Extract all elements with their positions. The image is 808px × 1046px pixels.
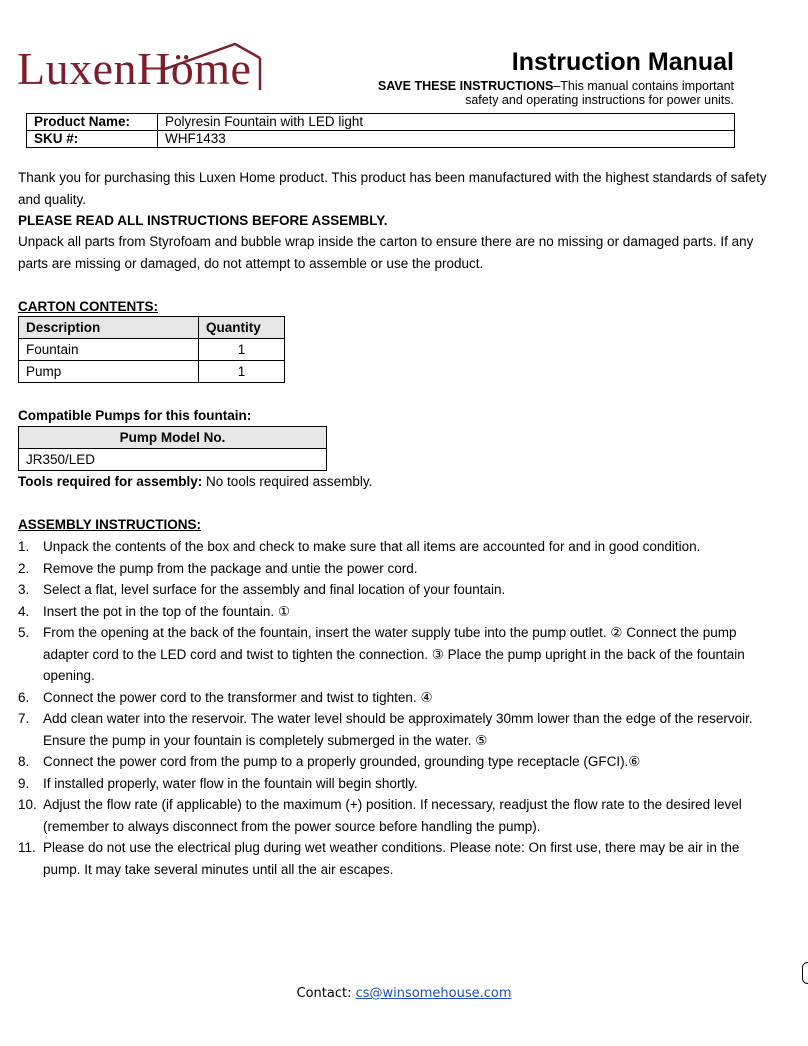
cell-qty: 1 [199, 361, 285, 383]
save-instructions-note: SAVE THESE INSTRUCTIONS–This manual contains important [377, 79, 734, 93]
list-item: 5. From the opening at the back of the fountain, insert the water supply tube into the pump outlet. ② Connect the pump adapter cord to the LED cord and twist to tighten the connection. ③ Place the pump upright in the back of the fountain opening. [18, 625, 745, 683]
list-item: 10. Adjust the flow rate (if applicable) to the maximum (+) position. If necessary, readjust the flow rate to the desired level (remember to always disconnect from the power source before handling the pump). [18, 797, 742, 834]
page-title: Instruction Manual [511, 48, 734, 76]
pumps-heading: Compatible Pumps for this fountain: [18, 408, 252, 423]
list-item: 7. Add clean water into the reservoir. The water level should be approximately 30mm lower than the edge of the reservoir. Ensure the pump in your fountain is completely submerged in the water. ⑤ [18, 711, 753, 748]
tools-required: Tools required for assembly: No tools required assembly. [18, 474, 373, 489]
table-row [19, 449, 327, 471]
product-name-label: Product Name: [27, 114, 158, 131]
save-instructions-note-line2: safety and operating instructions for power units. [465, 93, 734, 107]
table-row [19, 361, 285, 383]
assembly-heading: ASSEMBLY INSTRUCTIONS: [18, 517, 202, 532]
table-header-row [19, 317, 285, 339]
house-roof-icon [160, 40, 265, 92]
cell-qty: 1 [199, 339, 285, 361]
col-pump-model: Pump Model No. [19, 427, 327, 449]
list-item: 8. Connect the power cord from the pump to a properly grounded, grounding type receptacle (GFCI).⑥ [18, 754, 641, 769]
carton-contents-table [18, 316, 285, 383]
sku-label: SKU #: [27, 131, 158, 148]
list-item: 9. If installed properly, water flow in the fountain will begin shortly. [18, 775, 418, 791]
assembly-steps-list [18, 536, 763, 880]
col-description: Description [19, 317, 199, 339]
cell-desc: Pump [19, 361, 199, 383]
carton-heading: CARTON CONTENTS: [18, 299, 158, 314]
list-item: 6. Connect the power cord to the transformer and twist to tighten. ④ [18, 689, 433, 705]
brand-logo: LuxenHöme [17, 43, 252, 94]
list-item: 2. Remove the pump from the package and untie the power cord. [18, 560, 418, 576]
sku-value: WHF1433 [158, 131, 735, 148]
col-quantity: Quantity [199, 317, 285, 339]
table-row [27, 114, 735, 131]
contact-email-link[interactable]: cs@winsomehouse.com [355, 986, 512, 1001]
list-item: 1. Unpack the contents of the box and check to make sure that all items are accounted for and in good condition. [18, 539, 701, 554]
intro-unpack: Unpack all parts from Styrofoam and bubble wrap inside the carton to ensure there are no missing or damaged parts. If any parts are missing or damaged, do not attempt to assemble or use the product. [18, 234, 754, 271]
page-edge-mark [802, 962, 808, 984]
list-item: 11. Please do not use the electrical plug during wet weather conditions. Please note: On first use, there may be air in the pump. It may take several minutes until all the air escapes. [18, 840, 740, 877]
contact-footer [0, 986, 808, 1001]
intro-thanks: Thank you for purchasing this Luxen Home product. This product has been manufactured with the highest standards of safety and quality. [18, 170, 767, 207]
contact-label: Contact: [296, 986, 356, 1001]
table-row [27, 131, 735, 148]
read-all-warning: PLEASE READ ALL INSTRUCTIONS BEFORE ASSEMBLY. [18, 213, 388, 228]
table-row [19, 339, 285, 361]
product-info-table [26, 113, 735, 148]
list-item: 3. Select a flat, level surface for the assembly and final location of your fountain. [18, 582, 506, 597]
cell-desc: Fountain [19, 339, 199, 361]
cell-pump-model: JR350/LED [19, 449, 327, 471]
table-header-row [19, 427, 327, 449]
product-name-value: Polyresin Fountain with LED light [158, 114, 735, 131]
list-item: 4. Insert the pot in the top of the fountain. ① [18, 603, 291, 619]
compatible-pumps-table [18, 426, 327, 471]
